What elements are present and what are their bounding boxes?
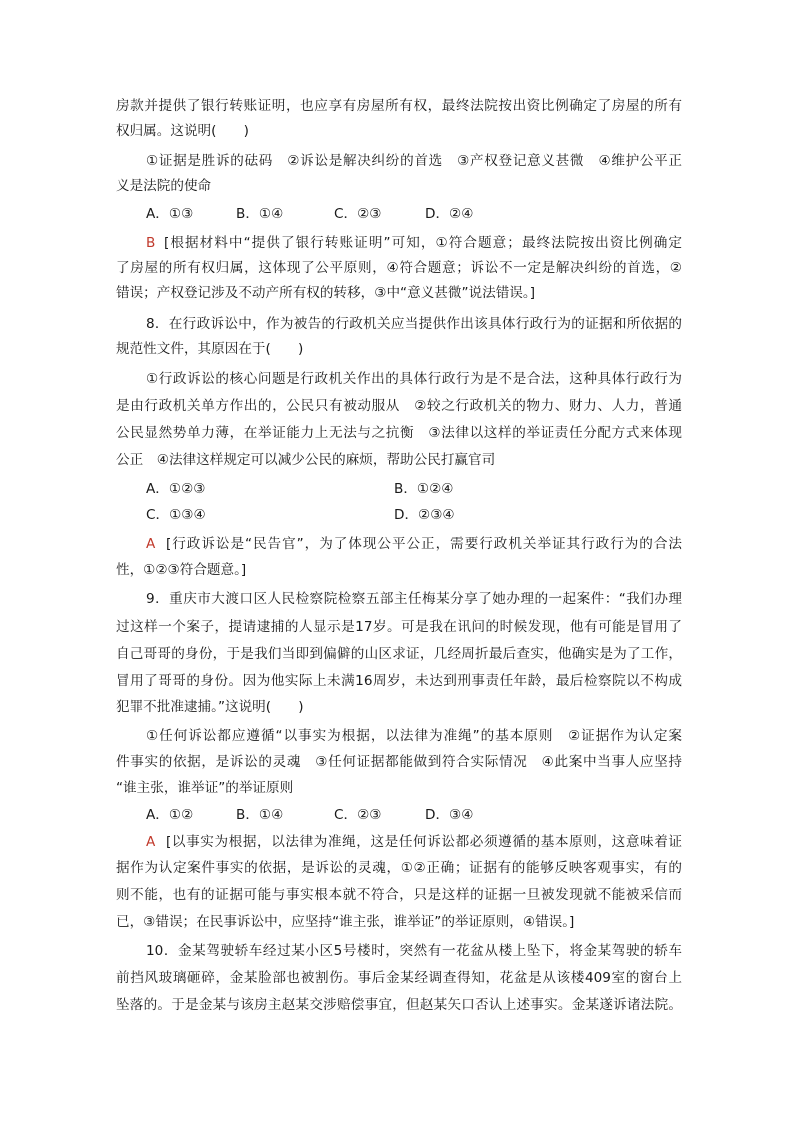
q9-option-a: A．①② <box>146 807 194 823</box>
q8-option-c: C．①③④ <box>146 507 206 523</box>
q9-statements-line-3: “谁主张，谁举证”的举证原则 <box>116 780 294 796</box>
q8-stem-line-2: 规范性文件，其原因在于( ) <box>116 341 304 357</box>
q7-option-c: C．②③ <box>334 206 382 222</box>
q7-explanation-line-3: 错误；产权登记涉及不动产所有权的转移，③中“意义甚微”说法错误。] <box>116 285 535 301</box>
q9-statements-line-1: ①任何诉讼都应遵循“以事实为根据，以法律为准绳”的基本原则 ②证据作为认定案 <box>146 728 682 744</box>
q7-statements-line-2: 义是法院的使命 <box>116 178 212 194</box>
q8-statements-line-1: ①行政诉讼的核心问题是行政机关作出的具体行政行为是不是合法，这种具体行政行为 <box>146 371 682 387</box>
q8-answer-letter: A <box>146 536 156 552</box>
q8-explanation-line-1: [行政诉讼是“民告官”，为了体现公平公正，需要行政机关举证其行政行为的合法 <box>166 536 682 552</box>
q9-stem-line-2: 过这样一个案子，提请逮捕的人显示是17岁。可是我在讯问的时候发现，他有可能是冒用了 <box>116 619 682 635</box>
q9-stem-line-4: 冒用了哥哥的身份。因为他实际上未满16周岁，未达到刑事责任年龄，最后检察院以不构成 <box>116 673 682 689</box>
q7-answer-letter: B <box>146 235 156 251</box>
q9-answer-letter: A <box>146 834 156 850</box>
q10-stem-line-1: 10．金某驾驶轿车经过某小区5号楼时，突然有一花盆从楼上坠下，将金某驾驶的轿车 <box>146 943 682 959</box>
q9-explanation-line-4: 已，③错误；在民事诉讼中，应坚持“谁主张，谁举证”的举证原则，④错误。] <box>116 914 575 930</box>
q9-statements-line-2: 件事实的依据，是诉讼的灵魂 ③任何证据都能做到符合实际情况 ④此案中当事人应坚持 <box>116 754 682 770</box>
q8-statements-line-2: 是由行政机关单方作出的，公民只有被动服从 ②较之行政机关的物力、财力、人力，普通 <box>116 398 682 414</box>
q9-option-b: B．①④ <box>236 807 284 823</box>
q9-explanation-line-1: [以事实为根据，以法律为准绳，这是任何诉讼都必须遵循的基本原则，这意味着证 <box>166 834 682 850</box>
q7-option-d: D．②④ <box>425 206 474 222</box>
q8-option-d: D．②③④ <box>394 507 455 523</box>
q7-explanation-line-2: 了房屋的所有权归属，这体现了公平原则，④符合题意；诉讼不一定是解决纠纷的首选，② <box>116 260 682 276</box>
q9-explanation-line-3: 则不能，也有的证据可能与事实根本就不符合，只是这样的证据一旦被发现就不能被采信而 <box>116 887 682 903</box>
q7-option-a: A．①③ <box>146 206 194 222</box>
q7-option-b: B．①④ <box>236 206 284 222</box>
q10-stem-line-3: 坠落的。于是金某与该房主赵某交涉赔偿事宜，但赵某矢口否认上述事实。金某遂诉诸法院。 <box>116 997 682 1013</box>
q8-statements-line-4: 公正 ④法律这样规定可以减少公民的麻烦，帮助公民打赢官司 <box>116 452 496 468</box>
q7-stem-line-2: 权归属。这说明( ) <box>116 123 249 139</box>
q10-stem-line-2: 前挡风玻璃砸碎，金某脸部也被割伤。事后金某经调查得知，花盆是从该楼409室的窗台上 <box>116 970 682 986</box>
q9-stem-line-1: 9．重庆市大渡口区人民检察院检察五部主任梅某分享了她办理的一起案件：“我们办理 <box>146 591 682 607</box>
q8-option-b: B．①②④ <box>394 481 454 497</box>
q7-explanation-line-1: [根据材料中“提供了银行转账证明”可知，①符合题意；最终法院按出资比例确定 <box>164 235 682 251</box>
q9-option-d: D．③④ <box>425 807 474 823</box>
q9-explanation-line-2: 据作为认定案件事实的依据，是诉讼的灵魂，①②正确；证据有的能够反映客观事实，有的 <box>116 860 682 876</box>
q9-stem-line-5: 犯罪不批准逮捕。”这说明( ) <box>116 699 304 715</box>
q7-stem-line-1: 房款并提供了银行转账证明，也应享有房屋所有权，最终法院按出资比例确定了房屋的所有 <box>116 98 682 114</box>
q9-stem-line-3: 自己哥哥的身份，于是我们当即到偏僻的山区求证，几经周折最后查实，他确实是为了工作， <box>116 646 682 662</box>
q8-explanation-line-2: 性，①②③符合题意。] <box>116 562 247 578</box>
q8-statements-line-3: 公民显然势单力薄，在举证能力上无法与之抗衡 ③法律以这样的举证责任分配方式来体现 <box>116 425 682 441</box>
q8-option-a: A．①②③ <box>146 481 206 497</box>
q8-stem-line-1: 8．在行政诉讼中，作为被告的行政机关应当提供作出该具体行政行为的证据和所依据的 <box>146 316 682 332</box>
q7-statements-line-1: ①证据是胜诉的砝码 ②诉讼是解决纠纷的首选 ③产权登记意义甚微 ④维护公平正 <box>146 153 682 169</box>
q9-option-c: C．②③ <box>334 807 382 823</box>
